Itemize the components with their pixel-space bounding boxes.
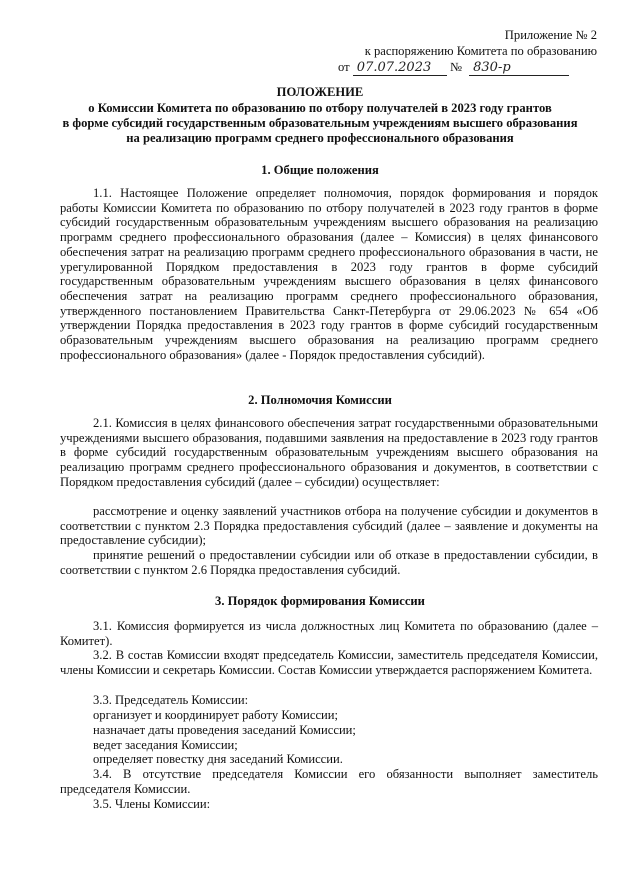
handwritten-number: 830-р: [469, 60, 569, 76]
chair-duty-4: определяет повестку дня заседаний Комиссии.: [93, 752, 343, 766]
date-prefix: от: [338, 60, 350, 74]
number-prefix: №: [449, 60, 462, 74]
paragraph-1-1: 1.1. Настоящее Положение определяет полномочия, порядок формирования и порядок работы Комиссии Комитета по образованию по отбору получателей в 2023 году грантов в форме субсидий государственным образовательным учреждениям высшего образования на реализацию программ среднего профессионального образования (далее – Комиссия) в целях финансового обеспечения затрат на реализацию программ среднего профессионального образования в части, не урегулированной Порядком предоставления в 2023 году грантов в форме субсидий государственным образовательным учреждениям высшего образования в целях финансового обеспечения затрат на реализацию программ среднего профессионального образования, утвержденного постановлением Правительства Санкт-Петербурга от 29.06.2023 № 654 «Об утверждении Порядка предоставления в 2023 году грантов в форме субсидий государственным образовательным учреждениям высшего образования на реализацию программ среднего профессионального образования» (далее - Порядок предоставления субсидий).: [60, 186, 598, 362]
chair-duty-1: организует и координирует работу Комиссии;: [93, 708, 339, 722]
handwritten-date: 07.07.2023: [353, 60, 447, 76]
paragraph-2-1-item-2: принятие решений о предоставлении субсидии или об отказе в предоставлении субсидии, в соответствии с пунктом 2.6 Порядка предоставления субсидий.: [60, 548, 598, 577]
paragraph-3-4: 3.4. В отсутствие председателя Комиссии его обязанности выполняет заместитель председателя Комиссии.: [60, 767, 598, 796]
appendix-label: Приложение № 2: [504, 28, 597, 42]
date-number-line: [338, 60, 597, 76]
paragraph-3-2: 3.2. В состав Комиссии входят председатель Комиссии, заместитель председателя Комиссии, члены Комиссии и секретарь Комиссии. Состав Комиссии утверждается распоряжением Комитета.: [60, 648, 598, 677]
section-3-heading: 3. Порядок формирования Комиссии: [215, 594, 425, 608]
document-title: ПОЛОЖЕНИЕ: [276, 85, 364, 99]
paragraph-3-5: 3.5. Члены Комиссии:: [93, 797, 211, 811]
chair-duty-3: ведет заседания Комиссии;: [93, 738, 238, 752]
section-2-heading: 2. Полномочия Комиссии: [248, 393, 392, 407]
title-line-3: на реализацию программ среднего профессионального образования: [126, 131, 514, 145]
title-line-2: в форме субсидий государственным образовательным учреждениям высшего образования: [62, 116, 578, 130]
paragraph-3-3: 3.3. Председатель Комиссии:: [93, 693, 249, 707]
section-1-heading: 1. Общие положения: [261, 163, 379, 177]
title-line-1: о Комиссии Комитета по образованию по отбору получателей в 2023 году грантов: [88, 101, 552, 115]
order-reference: к распоряжению Комитета по образованию: [364, 44, 597, 58]
chair-duty-2: назначает даты проведения заседаний Комиссии;: [93, 723, 356, 737]
paragraph-3-1: 3.1. Комиссия формируется из числа должностных лиц Комитета по образованию (далее – Комитет).: [60, 619, 598, 648]
paragraph-2-1-item-1: рассмотрение и оценку заявлений участников отбора на получение субсидии и документов в соответствии с пунктом 2.3 Порядка предоставления субсидий (далее – заявление и документы на предоставление субсидии);: [60, 504, 598, 548]
paragraph-2-1: 2.1. Комиссия в целях финансового обеспечения затрат государственными образовательными учреждениями высшего образования, подавшими заявления на предоставление в 2023 году грантов в форме субсидий государственным образовательным учреждениям высшего образования на реализацию программ среднего профессионального образования и документов, в соответствии с Порядком предоставления субсидий (далее – субсидии) осуществляет:: [60, 416, 598, 489]
